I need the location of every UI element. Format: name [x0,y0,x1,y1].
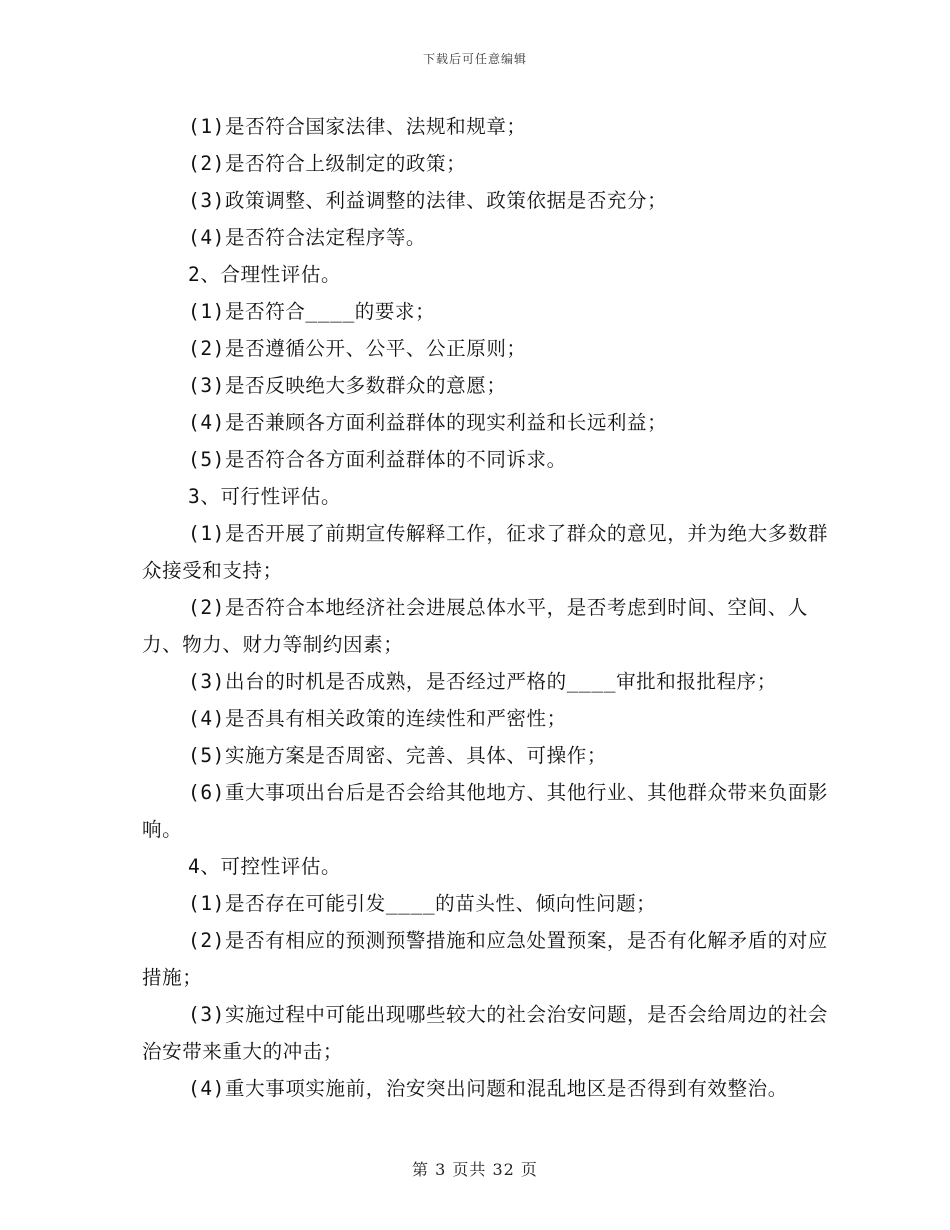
paragraph: (4)是否符合法定程序等。 [188,226,427,249]
page-number: 第 3 页共 32 页 [412,1160,538,1179]
paragraph: (2)是否符合上级制定的政策； [188,152,467,175]
paragraph: (2)是否有相应的预测预警措施和应急处置预案，是否有化解矛盾的对应措施； [142,929,829,989]
paragraph: (6)重大事项出台后是否会给其他地方、其他行业、其他群众带来负面影响。 [142,781,829,841]
paragraph: (2)是否遵循公开、公平、公正原则； [188,337,527,360]
paragraph: (2)是否符合本地经济社会进展总体水平，是否考虑到时间、空间、人力、物力、财力等制约因素； [142,596,808,656]
paragraph: (1)是否符合____的要求； [188,300,436,323]
paragraph: (3)政策调整、利益调整的法律、政策依据是否充分； [188,189,668,212]
section-heading: 2、合理性评估。 [188,263,342,286]
section-heading: 3、可行性评估。 [188,485,342,508]
page-header-note: 下载后可任意编辑 [422,52,527,66]
paragraph: (3)是否反映绝大多数群众的意愿； [188,374,507,397]
paragraph: (3)实施过程中可能出现哪些较大的社会治安问题，是否会给周边的社会治安带来重大的冲击； [142,1003,829,1063]
paragraph: (1)是否存在可能引发____的苗头性、倾向性问题； [188,892,657,915]
document-body [142,108,832,1107]
section-heading: 4、可控性评估。 [188,855,342,878]
paragraph: (1)是否开展了前期宣传解释工作，征求了群众的意见，并为绝大多数群众接受和支持； [142,522,829,582]
paragraph: (5)实施方案是否周密、完善、具体、可操作； [188,744,607,767]
paragraph: (5)是否符合各方面利益群体的不同诉求。 [188,448,567,471]
paragraph: (4)是否兼顾各方面利益群体的现实利益和长远利益； [188,411,668,434]
paragraph: (3)出台的时机是否成熟，是否经过严格的____审批和报批程序； [188,670,777,693]
paragraph: (1)是否符合国家法律、法规和规章； [188,115,527,138]
paragraph: (4)是否具有相关政策的连续性和严密性； [188,707,567,730]
paragraph: (4)重大事项实施前，治安突出问题和混乱地区是否得到有效整治。 [188,1077,788,1100]
